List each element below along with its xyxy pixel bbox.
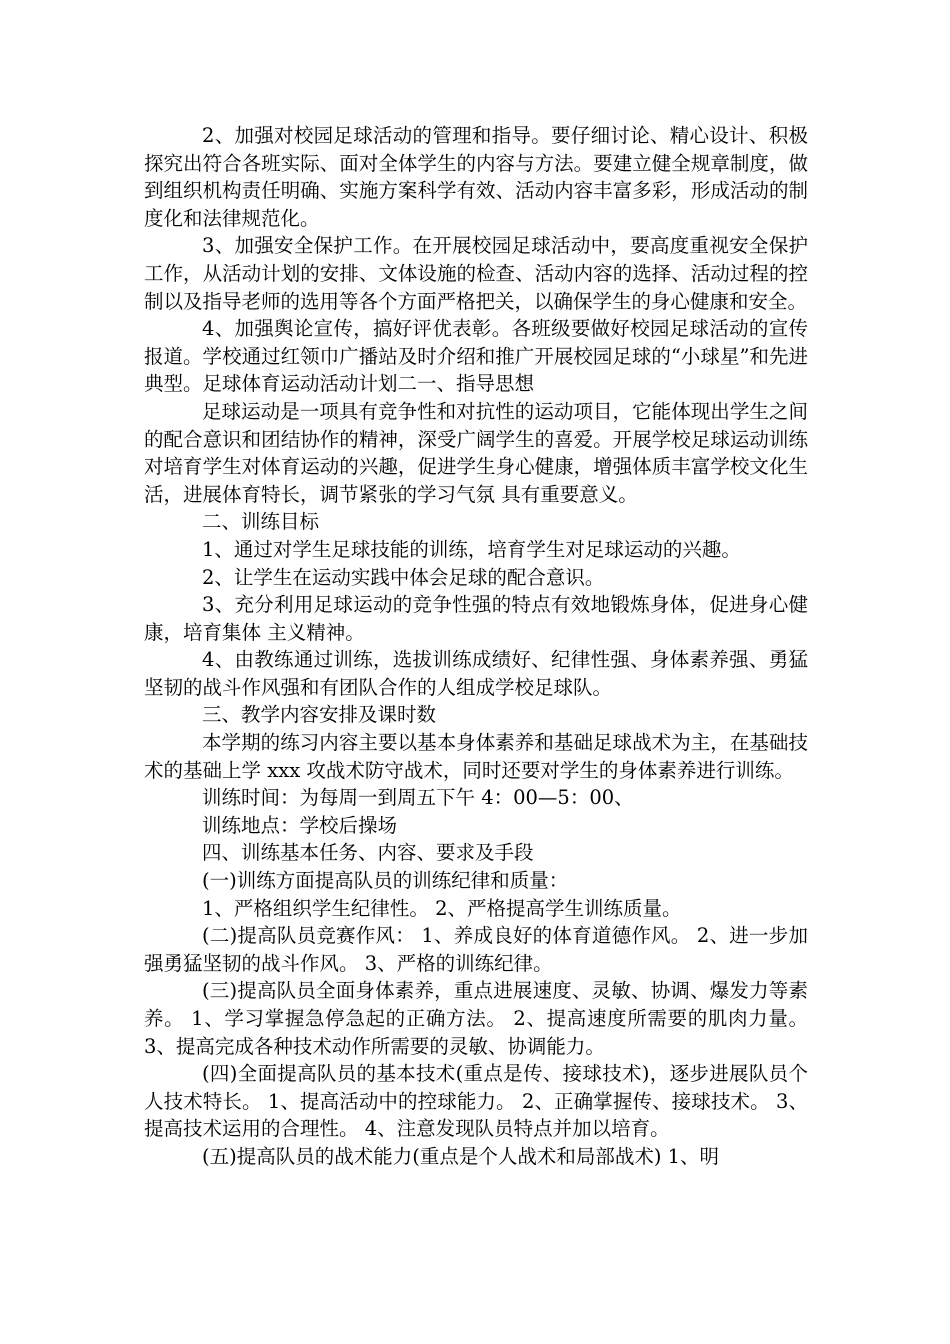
section-heading: 三、教学内容安排及课时数 xyxy=(202,703,437,727)
paragraph: 1、严格组织学生纪律性。 2、严格提高学生训练质量。 xyxy=(202,896,682,920)
paragraph: (四)全面提高队员的基本技术(重点是传、接球技术)，逐步进展队员个人技术特长。 1、提高活动中的控球能力。 2、正确掌握传、接球技术。 3、提高技术运用的合理性。 4、注意发现队员特点并加以培育。 xyxy=(144,1062,808,1141)
paragraph: (三)提高队员全面身体素养，重点进展速度、灵敏、协调、爆发力等素养。 1、学习掌握急停急起的正确方法。 2、提高速度所需要的肌肉力量。 3、提高完成各种技术动作所需要的灵敏、协调能力。 xyxy=(144,979,808,1058)
document-body xyxy=(144,122,808,1171)
section-heading: 四、训练基本任务、内容、要求及手段 xyxy=(202,841,534,865)
paragraph: 3、加强安全保护工作。在开展校园足球活动中，要高度重视安全保护工作，从活动计划的安排、文体设施的检查、活动内容的选择、活动过程的控制以及指导老师的选用等各个方面严格把关，以确保学生的身心健康和安全。 xyxy=(144,234,808,313)
paragraph: 4、加强舆论宣传，搞好评优表彰。各班级要做好校园足球活动的宣传报道。学校通过红领巾广播站及时介绍和推广开展校园足球的“小球星”和先进典型。足球体育运动活动计划二一、指导思想 xyxy=(144,317,808,396)
paragraph: 训练地点：学校后操场 xyxy=(202,813,398,837)
paragraph: (二)提高队员竞赛作风： 1、养成良好的体育道德作风。 2、进一步加强勇猛坚韧的战斗作风。 3、严格的训练纪律。 xyxy=(144,924,808,975)
paragraph: 3、充分利用足球运动的竞争性强的特点有效地锻炼身体，促进身心健康，培育集体 主义精神。 xyxy=(144,593,808,644)
paragraph: 1、通过对学生足球技能的训练，培育学生对足球运动的兴趣。 xyxy=(202,537,741,561)
paragraph: (五)提高队员的战术能力(重点是个人战术和局部战术) 1、明 xyxy=(202,1144,720,1168)
paragraph: 训练时间：为每周一到周五下午 4：00—5：00、 xyxy=(202,786,634,810)
paragraph: 足球运动是一项具有竞争性和对抗性的运动项目，它能体现出学生之间的配合意识和团结协作的精神，深受广阔学生的喜爱。开展学校足球运动训练对培育学生对体育运动的兴趣，促进学生身心健康，增强体质丰富学校文化生活，进展体育特长，调节紧张的学习气氛 具有重要意义。 xyxy=(144,399,808,506)
paragraph: 2、加强对校园足球活动的管理和指导。要仔细讨论、精心设计、积极探究出符合各班实际、面对全体学生的内容与方法。要建立健全规章制度，做到组织机构责任明确、实施方案科学有效、活动内容丰富多彩，形成活动的制度化和法律规范化。 xyxy=(144,124,808,230)
paragraph: 4、由教练通过训练，选拔训练成绩好、纪律性强、身体素养强、勇猛坚韧的战斗作风强和有团队合作的人组成学校足球队。 xyxy=(144,648,808,699)
section-heading: 二、训练目标 xyxy=(202,510,320,534)
paragraph: (一)训练方面提高队员的训练纪律和质量： xyxy=(202,869,569,893)
paragraph: 2、让学生在运动实践中体会足球的配合意识。 xyxy=(202,565,605,589)
paragraph: 本学期的练习内容主要以基本身体素养和基础足球战术为主，在基础技术的基础上学 xxx 攻战术防守战术，同时还要对学生的身体素养进行训练。 xyxy=(144,731,808,782)
